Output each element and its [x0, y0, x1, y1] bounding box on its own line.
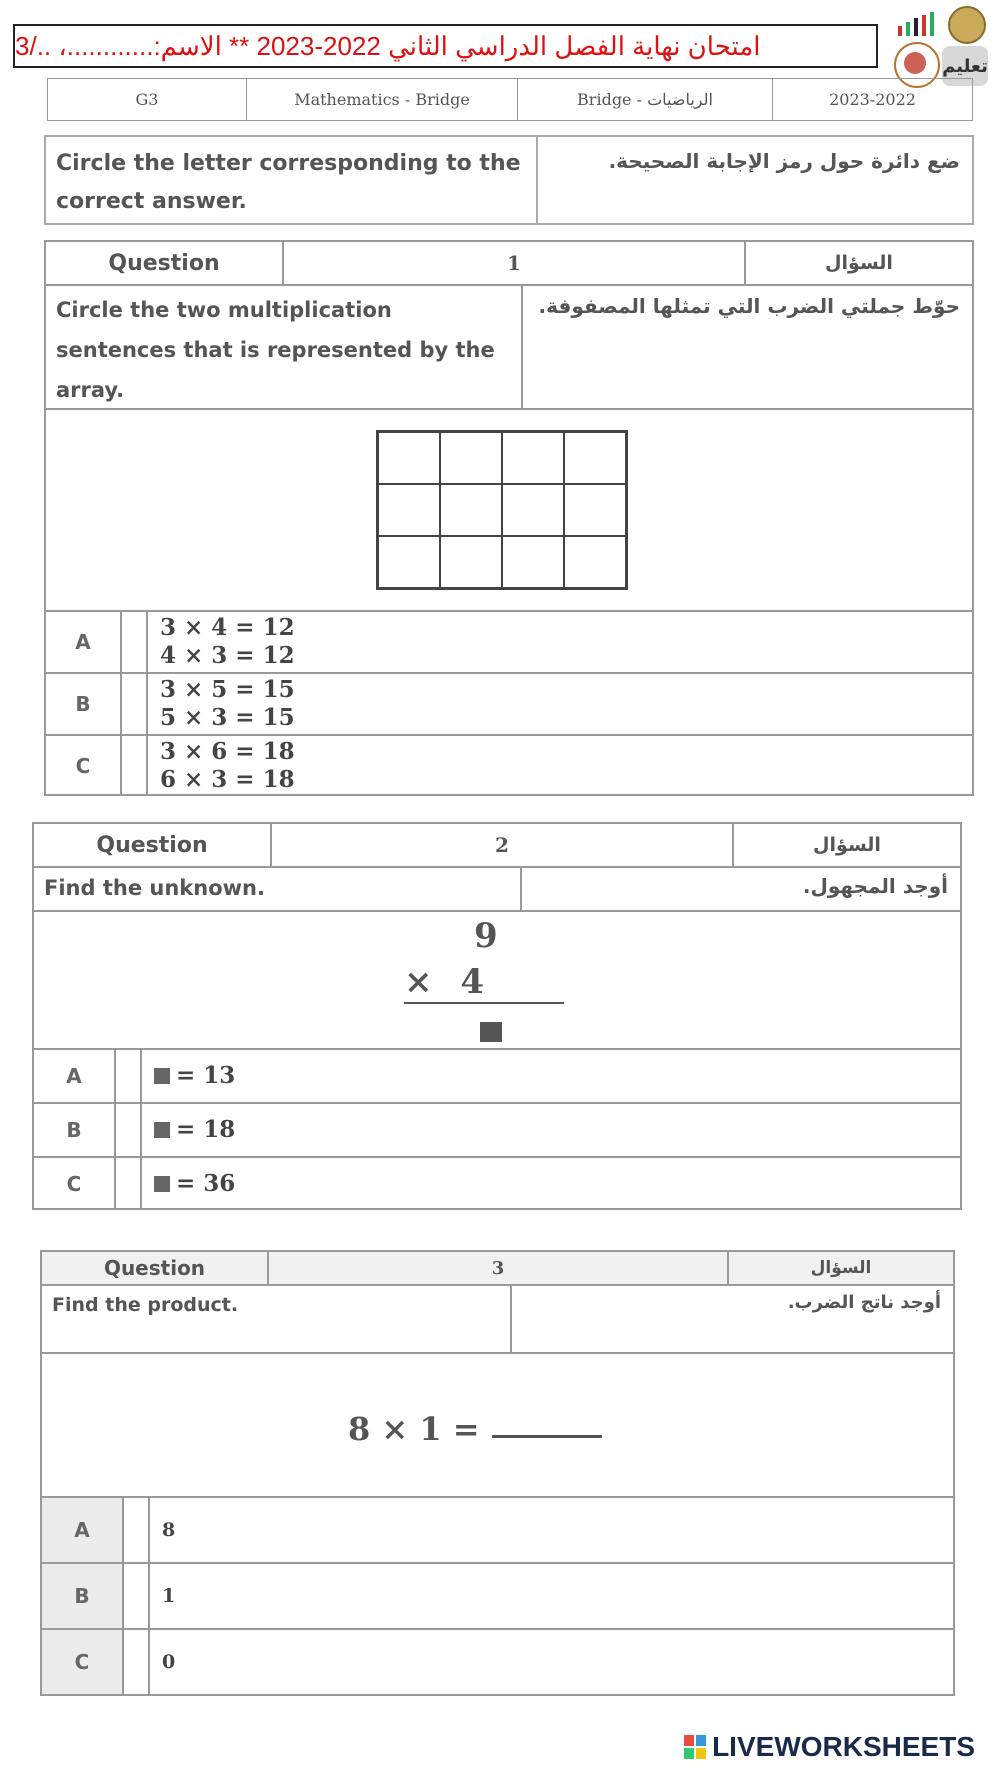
question-2-text-ar: أوجد المجهول.: [802, 874, 948, 898]
question-label-ar: السؤال: [810, 1258, 872, 1278]
array-area: [46, 410, 972, 610]
option-letter[interactable]: A: [42, 1498, 124, 1562]
option-b[interactable]: [34, 1102, 960, 1156]
option-line: 3 × 5 = 15: [160, 676, 295, 703]
instruction-en: Circle the letter corresponding to the correct answer.: [46, 137, 538, 223]
subject-ar-cell: Bridge - الرياضيات: [518, 79, 773, 120]
question-3-text-ar: أوجد ناتج الضرب.: [787, 1292, 941, 1313]
unknown-square-icon: [154, 1068, 170, 1084]
instruction-ar: ضع دائرة حول رمز الإجابة الصحيحة.: [608, 149, 960, 173]
question-1: [44, 240, 974, 796]
option-letter[interactable]: B: [42, 1564, 124, 1628]
question-label: Question: [46, 242, 284, 284]
subject-en-cell: Mathematics - Bridge: [247, 79, 518, 120]
question-1-text-ar: حوّط جملتي الضرب التي تمثلها المصفوفة.: [538, 294, 960, 318]
question-1-desc: [46, 286, 972, 410]
product-expression: [348, 1410, 602, 1448]
array-grid: [376, 430, 628, 590]
question-number: 2: [272, 824, 734, 866]
unknown-square-icon: [480, 1022, 502, 1042]
question-2-desc: [34, 868, 960, 912]
question-3-text-en: Find the product.: [42, 1286, 512, 1352]
grade-cell: G3: [48, 79, 247, 120]
option-c[interactable]: [46, 734, 972, 796]
option-text: = 13: [176, 1062, 236, 1089]
answer-blank: [492, 1435, 602, 1438]
option-value[interactable]: [148, 674, 972, 734]
option-letter[interactable]: A: [46, 612, 122, 672]
option-value[interactable]: [148, 736, 972, 796]
question-2: [32, 822, 962, 1210]
option-text: = 36: [176, 1170, 236, 1197]
option-b[interactable]: [42, 1562, 953, 1628]
option-line: 3 × 6 = 18: [160, 738, 295, 765]
option-line: 3 × 4 = 12: [160, 614, 295, 641]
multiplier: × 4: [404, 962, 564, 1004]
option-value[interactable]: 1: [162, 1585, 176, 1607]
option-line: 6 × 3 = 18: [160, 766, 295, 793]
question-2-text-en: Find the unknown.: [34, 868, 522, 910]
question-1-text-en: Circle the two multiplication sentences that is represented by the array.: [46, 286, 523, 408]
option-letter[interactable]: B: [34, 1104, 116, 1156]
option-letter[interactable]: C: [46, 736, 122, 796]
bars-logo-icon: [896, 12, 946, 38]
question-1-header: [46, 242, 972, 286]
expression-text: 8 × 1 =: [348, 1410, 480, 1448]
instruction-box: [44, 135, 974, 225]
option-value[interactable]: [142, 1104, 960, 1156]
brand-text: LIVEWORKSHEETS: [712, 1731, 975, 1762]
option-line: 5 × 3 = 15: [160, 704, 295, 731]
talim-logo: تعليم: [942, 46, 988, 86]
product-expression-area: [42, 1354, 953, 1496]
question-number: 3: [269, 1252, 729, 1284]
option-value[interactable]: 8: [162, 1519, 176, 1541]
option-letter[interactable]: C: [42, 1630, 124, 1694]
liveworksheets-logo-icon: [684, 1735, 706, 1759]
option-value[interactable]: [142, 1158, 960, 1210]
liveworksheets-brand[interactable]: [684, 1731, 975, 1763]
vertical-multiplication: [34, 912, 960, 1048]
top-number: 9: [474, 916, 498, 956]
course-info-row: [47, 78, 973, 121]
question-3: [40, 1250, 955, 1696]
question-number: 1: [284, 242, 746, 284]
option-a[interactable]: [42, 1496, 953, 1562]
question-label-ar: السؤال: [813, 834, 881, 856]
year-cell: 2023-2022: [829, 90, 916, 109]
question-3-header: [42, 1252, 953, 1286]
option-b[interactable]: [46, 672, 972, 734]
option-value[interactable]: [148, 612, 972, 672]
option-a[interactable]: [46, 610, 972, 672]
exam-title-banner: [13, 24, 878, 68]
question-label: Question: [42, 1252, 269, 1284]
option-letter[interactable]: B: [46, 674, 122, 734]
option-value[interactable]: 0: [162, 1651, 176, 1673]
question-label: Question: [34, 824, 272, 866]
question-2-header: [34, 824, 960, 868]
uae-emblem-icon: [948, 6, 986, 44]
option-text: = 18: [176, 1116, 236, 1143]
exam-title: امتحان نهاية الفصل الدراسي الثاني 2022-2023 ** الاسم:............، ../3: [15, 30, 761, 61]
option-letter[interactable]: A: [34, 1050, 116, 1102]
option-letter[interactable]: C: [34, 1158, 116, 1210]
question-3-desc: [42, 1286, 953, 1354]
option-c[interactable]: [34, 1156, 960, 1210]
unknown-square-icon: [154, 1176, 170, 1192]
option-value[interactable]: [142, 1050, 960, 1102]
unknown-square-icon: [154, 1122, 170, 1138]
option-c[interactable]: [42, 1628, 953, 1694]
option-a[interactable]: [34, 1048, 960, 1102]
option-line: 4 × 3 = 12: [160, 642, 295, 669]
question-label-ar: السؤال: [825, 252, 893, 274]
